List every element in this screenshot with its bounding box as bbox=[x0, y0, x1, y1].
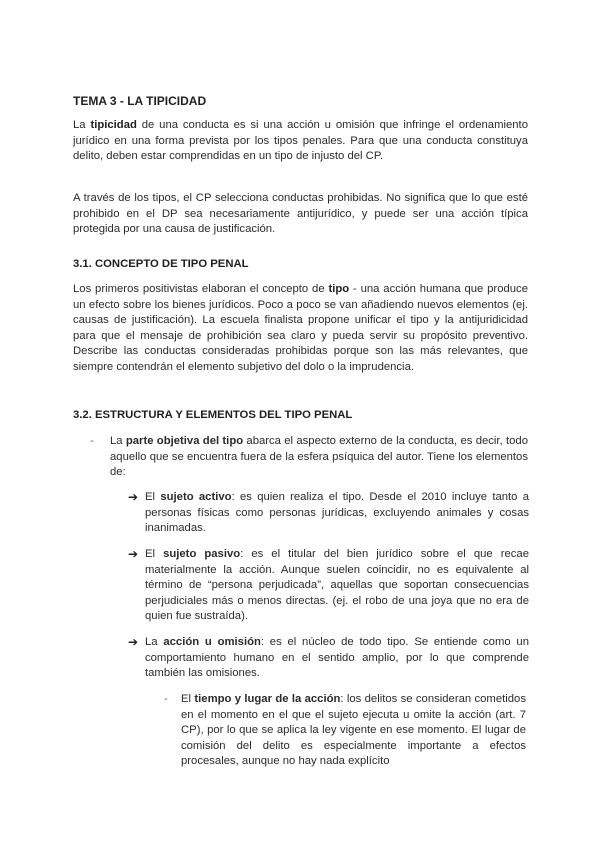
bold-term-tipicidad: tipicidad bbox=[90, 119, 137, 131]
bold-term-parte-objetiva: parte objetiva del tipo bbox=[125, 435, 244, 447]
dash-bullet: - bbox=[164, 693, 168, 705]
dash-bullet: - bbox=[90, 435, 94, 447]
sub-item-text bbox=[181, 692, 526, 770]
section-heading-3-1: 3.1. CONCEPTO DE TIPO PENAL bbox=[73, 258, 249, 270]
section-heading-3-2: 3.2. ESTRUCTURA Y ELEMENTOS DEL TIPO PENAL bbox=[73, 409, 353, 421]
arrow-bullet-icon: ➔ bbox=[128, 547, 139, 561]
bold-term-tipo: tipo bbox=[328, 283, 350, 295]
text-run: La bbox=[73, 119, 91, 131]
text-run: : es quien realiza el tipo. Desde el 2010 incluye tanto a personas físicas como personas jurídicas, excluyendo animales y cosas inanimadas. bbox=[145, 491, 530, 535]
document-title: TEMA 3 - LA TIPICIDAD bbox=[73, 94, 207, 108]
text-run: : es el titular del bien jurídico sobre el que recae materialmente la acción. Aunque suelen coincidir, no es equivalente al término de “persona perjudicada”, aquellas que soportan consecuencias perjudiciales más o menos directas. (ej. el robo de una joya que no era de quien fue sustraída). bbox=[145, 548, 529, 623]
bold-term-sujeto-pasivo: sujeto pasivo bbox=[163, 548, 241, 560]
text-run: - una acción humana que produce un efecto sobre los bienes jurídicos. Poco a poco se van añadiendo nuevos elementos (ej. causas de justificación). La escuela finalista propone unificar el tipo y la antijuridicidad para que el mensaje de prohibición sea claro y pueda servir su propósito preventivo. Describe las conductas consideradas prohibidas porque son las más relevantes, que siempre contendrán el elemento subjetivo del dolo o la imprudencia. bbox=[73, 283, 528, 373]
text-run: : es el núcleo de todo tipo. Se entiende como un comportamiento humano en el sentido amplio, por lo que comprende también las omisiones. bbox=[145, 636, 529, 680]
arrow-item-text bbox=[145, 547, 529, 625]
section-3-1-paragraph bbox=[73, 282, 528, 376]
arrow-item-text bbox=[145, 490, 529, 537]
text-run: El bbox=[145, 491, 161, 503]
bold-term-sujeto-activo: sujeto activo bbox=[160, 491, 232, 503]
text-run: abarca el aspecto externo de la conducta, es decir, todo aquello que se encuentra fuera de la esfera psíquica del autor. Tiene los elementos de: bbox=[110, 435, 528, 479]
arrow-bullet-icon: ➔ bbox=[128, 490, 139, 504]
text-run: : los delitos se consideran cometidos en el momento en el que el sujeto ejecuta u omite la acción (art. 7 CP), por lo que se aplica la ley vigente en ese momento. El lugar de comisión del delito es especialmente importante a efectos procesales, aunque no hay nada explícito bbox=[181, 693, 526, 768]
text-run: La bbox=[145, 636, 164, 648]
intro-paragraph-2: A través de los tipos, el CP selecciona conductas prohibidas. No significa que lo que esté prohibido en el DP sea necesariamente antijurídico, y puede ser una acción típica protegida por una causa de justificación. bbox=[73, 192, 528, 236]
intro-paragraph-1 bbox=[73, 118, 528, 165]
bold-term-tiempo-lugar: tiempo y lugar de la acción bbox=[194, 693, 341, 705]
text-run: El bbox=[145, 548, 164, 560]
text-run: de una conducta es si una acción u omisión que infringe el ordenamiento jurídico en una forma prevista por los tipos penales. Para que una conducta constituya delito, deben estar comprendidas en un tipo de injusto del CP. bbox=[73, 119, 528, 163]
text-run: La bbox=[110, 435, 126, 447]
arrow-bullet-icon: ➔ bbox=[128, 635, 139, 649]
text-run: Los primeros positivistas elaboran el concepto de bbox=[73, 283, 329, 295]
bold-term-accion-omision: acción u omisión bbox=[163, 636, 261, 648]
text-run: El bbox=[181, 693, 195, 705]
arrow-item-text bbox=[145, 635, 529, 682]
list-item-text bbox=[110, 434, 528, 481]
